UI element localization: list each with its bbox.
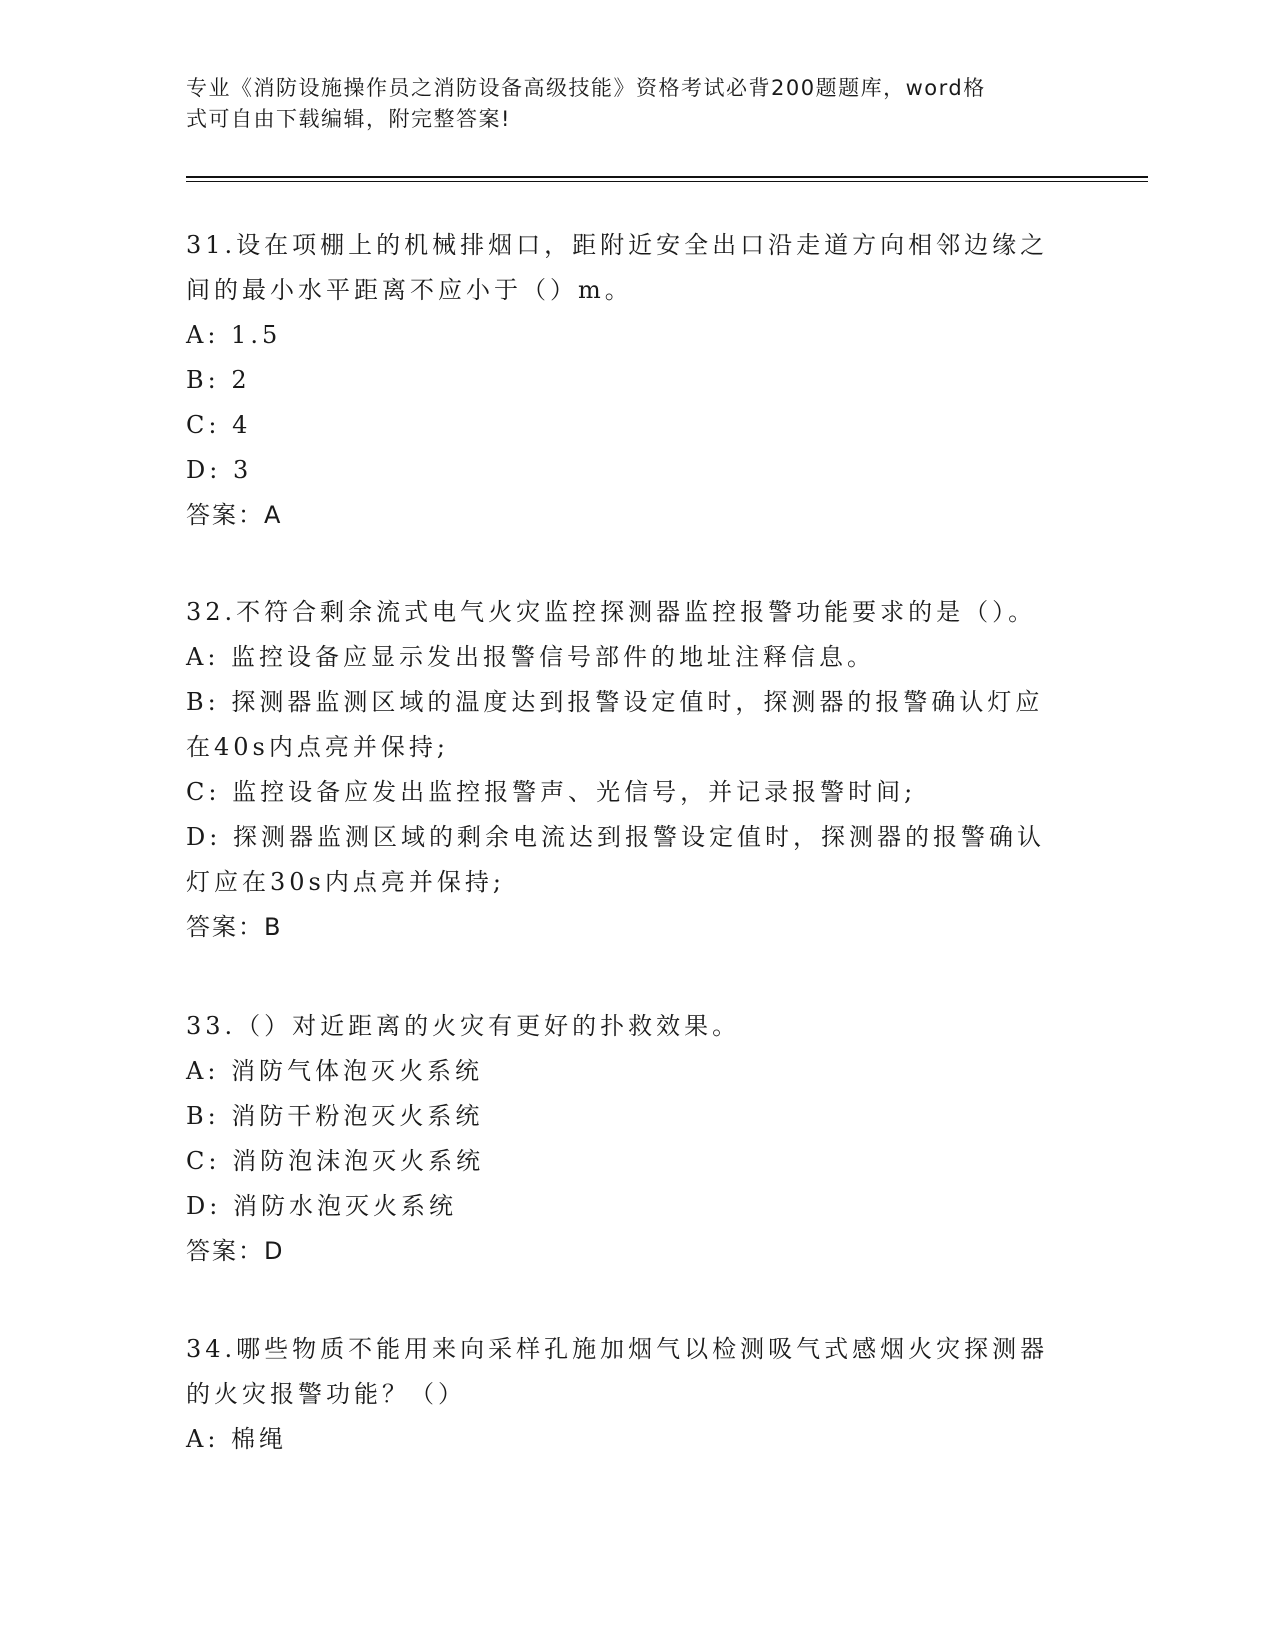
- option-b-continued: 在40s内点亮并保持;: [186, 733, 449, 761]
- answer-label: 答案：B: [186, 913, 283, 941]
- option-a: A: 消防气体泡灭火系统: [186, 1057, 484, 1085]
- option-d: D: 消防水泡灭火系统: [186, 1192, 457, 1220]
- question-33: [186, 1004, 1066, 1274]
- option-c: C: 监控设备应发出监控报警声、光信号，并记录报警时间;: [186, 778, 917, 806]
- question-34: [186, 1327, 1066, 1462]
- option-b: B: 探测器监测区域的温度达到报警设定值时，探测器的报警确认灯应: [186, 688, 1044, 716]
- option-a: A: 监控设备应显示发出报警信号部件的地址注释信息。: [186, 643, 876, 671]
- question-32: [186, 590, 1066, 950]
- header-line-2: 式可自由下载编辑，附完整答案!: [186, 107, 511, 131]
- option-b: B: 2: [186, 366, 251, 394]
- option-a: A: 棉绳: [186, 1425, 288, 1453]
- question-stem-line: 33.（）对近距离的火灾有更好的扑救效果。: [186, 1012, 741, 1040]
- option-c: C: 消防泡沫泡灭火系统: [186, 1147, 485, 1175]
- question-stem-line: 34.哪些物质不能用来向采样孔施加烟气以检测吸气式感烟火灾探测器: [186, 1335, 1049, 1363]
- header-divider-thick: [186, 176, 1148, 178]
- question-stem-line: 31.设在项棚上的机械排烟口，距附近安全出口沿走道方向相邻边缘之: [186, 231, 1049, 259]
- option-c: C: 4: [186, 411, 252, 439]
- header-divider-thin: [186, 181, 1148, 182]
- answer-label: 答案：A: [186, 501, 283, 529]
- question-stem-line: 间的最小水平距离不应小于（）m。: [186, 276, 633, 304]
- option-d: D: 探测器监测区域的剩余电流达到报警设定值时，探测器的报警确认: [186, 823, 1045, 851]
- option-d-continued: 灯应在30s内点亮并保持;: [186, 868, 505, 896]
- header-line-1: 专业《消防设施操作员之消防设备高级技能》资格考试必背200题题库，word格: [186, 76, 986, 100]
- question-stem-line: 32.不符合剩余流式电气火灾监控探测器监控报警功能要求的是（）。: [186, 598, 1037, 626]
- question-stem-line: 的火灾报警功能？（）: [186, 1380, 466, 1408]
- option-d: D: 3: [186, 456, 253, 484]
- answer-label: 答案：D: [186, 1237, 285, 1265]
- document-header: [186, 73, 1066, 135]
- option-b: B: 消防干粉泡灭火系统: [186, 1102, 484, 1130]
- option-a: A: 1.5: [186, 321, 282, 349]
- question-31: [186, 223, 1066, 538]
